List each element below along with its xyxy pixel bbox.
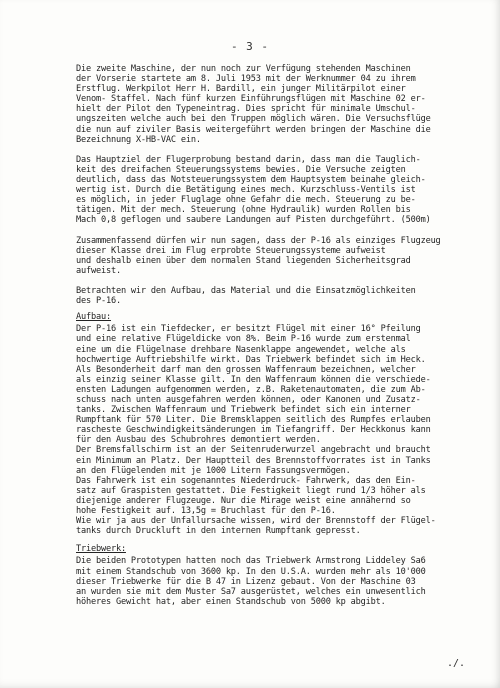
text-line: die nun auf ziviler Basis weitergeführt werden bringen der Maschine die	[76, 124, 431, 135]
text-line: Der P-16 ist ein Tiefdecker, er besitzt Flügel mit einer 16° Pfeilung	[76, 324, 421, 335]
text-line: rascheste Geschwindigkeitsänderungen im Tiefangriff. Der Heckkonus kann	[76, 425, 431, 436]
text-line: tanks durch Druckluft in den internen Rumpftank gepresst.	[76, 526, 361, 537]
text-line: der Vorserie startete am 8. Juli 1953 mit der Werknummer 04 zu ihrem	[76, 74, 416, 85]
text-line: des P-16.	[76, 296, 121, 307]
text-line: an den Flügelenden mit je 1000 Litern Fassungsvermögen.	[76, 465, 351, 476]
section-triebwerk-body	[76, 556, 490, 606]
paragraph-flight-testing	[76, 155, 490, 226]
text-line: für den Ausbau des Schubrohres demontiert werden.	[76, 435, 321, 446]
text-line: satz auf Graspisten gestattet. Die Festigkeit liegt rund 1/3 höher als	[76, 485, 426, 496]
paragraph-summary	[76, 236, 490, 276]
paragraph-second-machine	[76, 64, 490, 145]
text-line: Die zweite Maschine, der nun noch zur Verfügung stehenden Maschinen	[76, 64, 411, 74]
text-line: höheres Gewicht hat, aber einen Standschub von 5000 kp abgibt.	[76, 596, 386, 607]
section-heading-triebwerk: Triebwerk:	[76, 544, 126, 555]
text-line: tätigen. Mit der mech. Steuerung (ohne Hydraulik) wurden Rollen bis	[76, 205, 411, 216]
text-line: dieser Triebwerke für die B 47 in Lizenz gebaut. Von der Maschine 03	[76, 576, 416, 587]
document-body	[76, 64, 490, 617]
text-line: schuss nach unten ausgefahren werden können, oder Kanonen und Zusatz-	[76, 395, 421, 405]
text-line: wertig ist. Durch die Betätigung eines mech. Kurzschluss-Ventils ist	[76, 185, 416, 196]
text-line: hielt der Pilot den Typeneintrag. Dies spricht für minimale Umschul-	[76, 104, 416, 115]
text-line: diejenige anderer Flugzeuge. Nur die Mirage weist eine annähernd so	[76, 495, 411, 506]
text-line: und deshalb einen über dem normalen Stand liegenden Sicherheitsgrad	[76, 255, 411, 266]
text-line: es möglich, in jeder Fluglage ohne Gefahr die mech. Steuerung zu be-	[76, 195, 416, 206]
text-line: tanks. Zwischen Waffenraum und Triebwerk befindet sich ein interner	[76, 405, 411, 416]
text-line: keit des dreifachen Steuerungssystems bewies. Die Versuche zeigten	[76, 164, 406, 175]
text-line: Erstflug. Werkpilot Herr H. Bardill, ein junger Militärpilot einer	[76, 84, 406, 95]
text-line: und eine relative Flügeldicke von 8%. Beim P-16 wurde zum erstenmal	[76, 334, 411, 345]
text-line: Betrachten wir den Aufbau, das Material und die Einsatzmöglichkeiten	[76, 286, 416, 297]
text-line: an wurden sie mit dem Muster Sa7 ausgerüstet, welches ein unwesentlich	[76, 586, 426, 597]
text-line: hohe Festigkeit auf. 13,5g = Bruchlast für den P-16.	[76, 506, 336, 517]
continuation-mark: ./.	[447, 658, 466, 669]
text-line: Wie wir ja aus der Unfallursache wissen, wird der Brennstoff der Flügel-	[76, 516, 436, 527]
text-line: Als Besonderheit darf man den grossen Waffenraum bezeichnen, welcher	[76, 364, 416, 375]
text-line: ensten Ladungen aufgenommen werden, z.B. Raketenautomaten, die zum Ab-	[76, 384, 426, 395]
text-line: als einzig seiner Klasse gilt. In den Waffenraum können die verschiede-	[76, 374, 431, 385]
page-number: - 3 -	[230, 40, 270, 53]
section-heading-aufbau: Aufbau:	[76, 312, 111, 323]
text-line: deutlich, dass das Notsteuerungssystem dem Hauptsystem beinahe gleich-	[76, 175, 426, 186]
text-line: Das Hauptziel der Flugerprobung bestand darin, dass man die Tauglich-	[76, 154, 421, 165]
text-line: dieser Klasse drei im Flug erprobte Steuerungssysteme aufweist	[76, 245, 386, 256]
text-line: Bezeichnung X-HB-VAC ein.	[76, 134, 201, 145]
text-line: ungszeiten welche auch bei den Truppen möglich wären. Die Versuchsflüge	[76, 114, 431, 125]
text-line: Venom- Staffel. Nach fünf kurzen Einführungsflügen mit Maschine 02 er-	[76, 94, 426, 105]
paragraph-intro-construction	[76, 286, 490, 306]
text-line: Das Fahrwerk ist ein sogenanntes Niederdruck- Fahrwerk, das den Ein-	[76, 475, 416, 486]
text-line: aufweist.	[76, 265, 121, 276]
text-line: eine um die Flügelnase drehbare Nasenklappe angewendet, welche als	[76, 344, 406, 355]
section-aufbau-body	[76, 324, 490, 536]
text-line: Rumpftank für 570 Liter. Die Bremsklappen seitlich des Rumpfes erlauben	[76, 415, 431, 426]
text-line: Der Bremsfallschirm ist an der Seitenruderwurzel angebracht und braucht	[76, 445, 431, 456]
text-line: ein Minimum an Platz. Der Hauptteil des Brennstoffvorrates ist in Tanks	[76, 455, 431, 466]
text-line: hochwertige Auftriebshilfe wirkt. Das Triebwerk befindet sich im Heck.	[76, 354, 426, 365]
text-line: Zusammenfassend dürfen wir nun sagen, dass der P-16 als einziges Flugzeug	[76, 235, 441, 246]
text-line: Mach 0,8 geflogen und saubere Landungen auf Pisten durchgeführt. (500m)	[76, 215, 431, 226]
text-line: mit einem Standschub von 3600 kp. In den U.S.A. wurden mehr als 10'000	[76, 566, 426, 577]
text-line: Die beiden Prototypen hatten noch das Triebwerk Armstrong Liddeley Sa6	[76, 556, 426, 567]
